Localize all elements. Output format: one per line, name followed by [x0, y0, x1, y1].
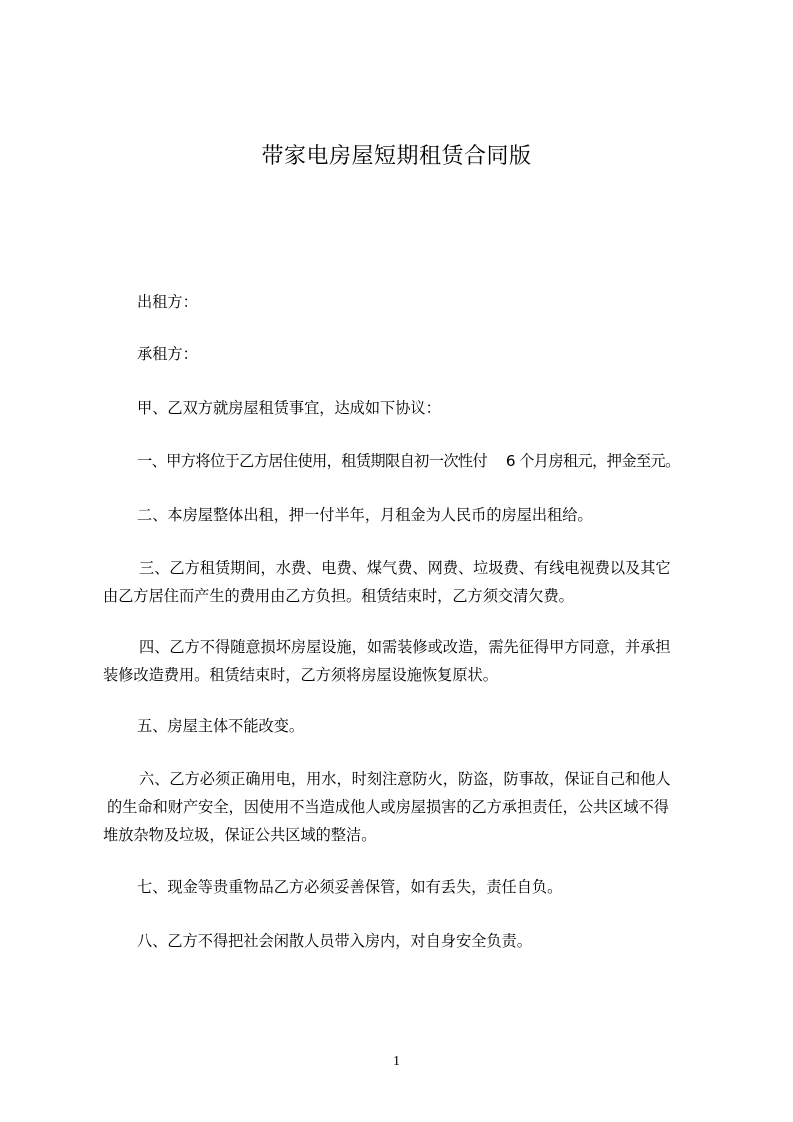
clause-line: 六、乙方必须正确用电，用水，时刻注意防火，防盗，防事故，保证自己和他人: [139, 770, 671, 788]
clause-6: [103, 765, 703, 849]
clause-line: 一、甲方将位于乙方居住使用，租赁期限自初一次性付 6 个月房租元，押金至元。: [137, 452, 680, 470]
clause-line: 三、乙方租赁期间，水费、电费、煤气费、网费、垃圾费、有线电视费以及其它: [139, 559, 671, 577]
clause-line: 装修改造费用。租赁结束时，乙方须将房屋设施恢复原状。: [103, 666, 498, 684]
lessee-label: [103, 340, 737, 368]
clause-line: 由乙方居住而产生的费用由乙方负担。租赁结束时，乙方须交清欠费。: [103, 587, 574, 605]
clause-3: [103, 554, 703, 610]
intro-text: 甲、乙双方就房屋租赁事宜，达成如下协议：: [137, 399, 441, 417]
lessor-label-text: 出租方：: [137, 293, 198, 311]
document-title: 带家电房屋短期租赁合同版: [261, 144, 532, 169]
clause-5: [103, 712, 737, 740]
clause-1: [103, 447, 737, 475]
clause-line: 八、乙方不得把社会闲散人员带入房内，对自身安全负责。: [137, 932, 532, 950]
clause-7: [103, 873, 737, 901]
clause-8: [103, 927, 737, 955]
clause-2: [103, 501, 737, 529]
clause-line: 二、本房屋整体出租，押一付半年，月租金为人民币的房屋出租给。: [137, 506, 593, 524]
intro-paragraph: [103, 394, 737, 422]
clause-4: [103, 633, 703, 689]
clause-line: 五、房屋主体不能改变。: [137, 717, 305, 735]
lessor-label: [103, 288, 737, 316]
clause-line: 堆放杂物及垃圾，保证公共区域的整洁。: [103, 826, 377, 844]
clause-line: 的生命和财产安全，因使用不当造成他人或房屋损害的乙方承担责任，公共区域不得: [107, 798, 669, 816]
clause-line: 七、现金等贵重物品乙方必须妥善保管，如有丢失，责任自负。: [137, 878, 563, 896]
clause-line: 四、乙方不得随意损坏房屋设施，如需装修或改造，需先征得甲方同意，并承担: [139, 638, 671, 656]
page-number: 1: [393, 1054, 400, 1069]
lessee-label-text: 承租方：: [137, 345, 198, 363]
